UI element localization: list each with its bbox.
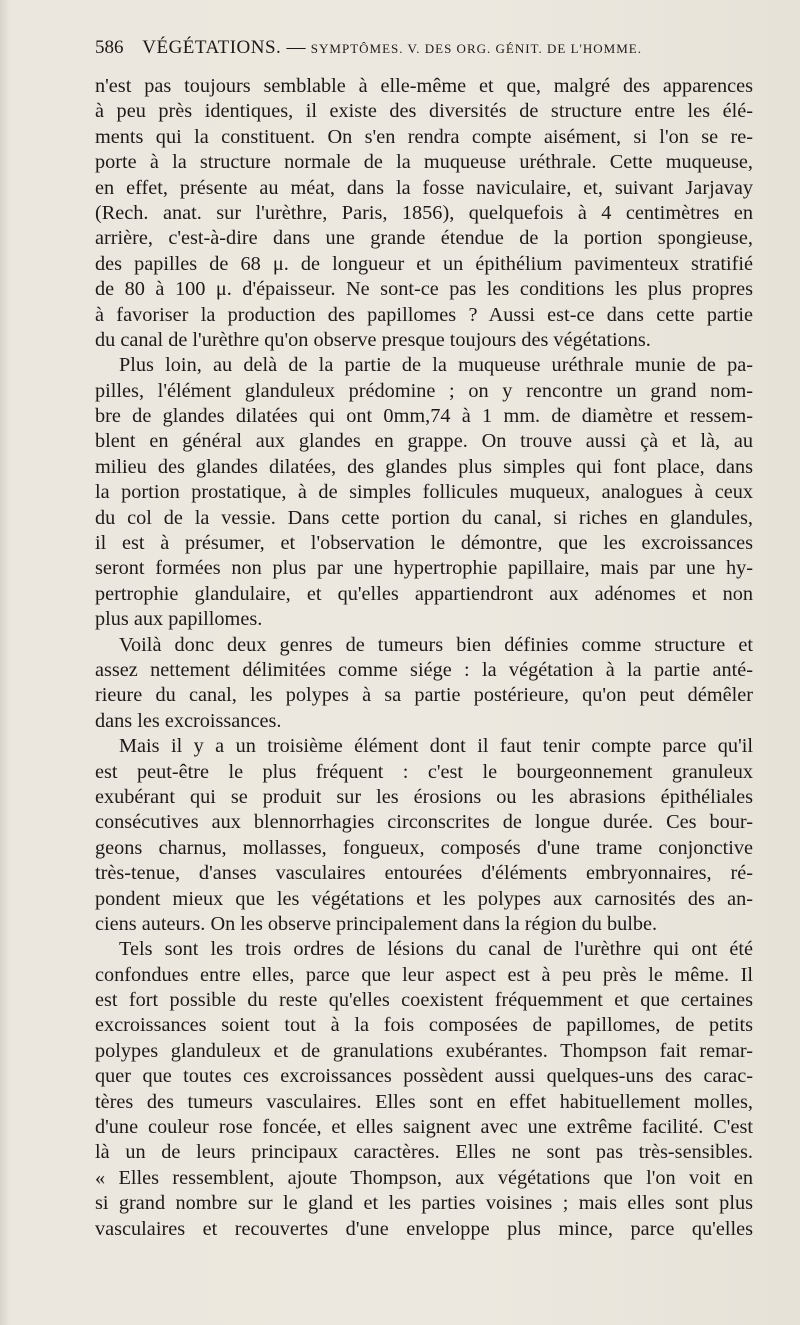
text-line: bre de glandes dilatées qui ont 0mm,74 à 1 mm. de diamètre et ressem- (95, 405, 753, 428)
text-line: très-tenue, d'anses vasculaires entourées d'éléments embryonnaires, ré- (95, 862, 753, 885)
text-line: rieure du canal, les polypes à sa partie postérieure, qu'on peut démêler (95, 684, 753, 707)
text-line: en effet, présente au méat, dans la fosse naviculaire, et, suivant Jarjavay (95, 176, 753, 199)
text-line: excroissances soient tout à la fois composées de papillomes, de petits (95, 1014, 753, 1037)
text-line: plus aux papillomes. (95, 608, 263, 631)
text-line: n'est pas toujours semblable à elle-même et que, malgré des apparences (95, 75, 753, 97)
text-line: si grand nombre sur le gland et les parties voisines ; mais elles sont plus (95, 1192, 753, 1215)
text-line: à favoriser la production des papillomes ? Aussi est-ce dans cette partie (95, 303, 753, 326)
text-line: il est à présumer, et l'observation le démontre, que les excroissances (95, 532, 753, 555)
text-line: de 80 à 100 μ. d'épaisseur. Ne sont-ce pas les conditions les plus propres (95, 278, 753, 301)
header-subtitle: SYMPTÔMES. V. DES ORG. GÉNIT. DE L'HOMME. (310, 41, 642, 56)
text-line: blent en général aux glandes en grappe. On trouve aussi çà et là, au (95, 430, 753, 453)
text-line: pertrophie glandulaire, et qu'elles appartiendront aux adénomes et non (95, 582, 753, 605)
text-line: dans les excroissances. (95, 709, 282, 732)
text-line: là un de leurs principaux caractères. Elles ne sont pas très-sensibles. (95, 1141, 753, 1164)
body-text (95, 74, 753, 1242)
text-line: polypes glanduleux et de granulations exubérantes. Thompson fait remar- (95, 1039, 753, 1062)
text-line: (Rech. anat. sur l'urèthre, Paris, 1856), quelquefois à 4 centimètres en (95, 201, 753, 224)
text-line: vasculaires et recouvertes d'une enveloppe plus mince, parce qu'elles (95, 1217, 753, 1240)
running-header (95, 36, 755, 61)
text-line: consécutives aux blennorrhagies circonscrites de longue durée. Ces bour- (95, 811, 753, 834)
text-line: du col de la vessie. Dans cette portion du canal, si riches en glandules, (95, 506, 753, 529)
text-line: la portion prostatique, à de simples follicules muqueux, analogues à ceux (95, 481, 753, 504)
text-line: à peu près identiques, il existe des diversités de structure entre les élé- (95, 100, 753, 123)
text-line: Tels sont les trois ordres de lésions du canal de l'urèthre qui ont été (119, 938, 753, 961)
text-line: du canal de l'urèthre qu'on observe presque toujours des végétations. (95, 328, 651, 351)
text-line: Voilà donc deux genres de tumeurs bien définies comme structure et (119, 633, 753, 656)
header-title: VÉGÉTATIONS. — (142, 37, 307, 58)
text-line: ciens auteurs. On les observe principalement dans la région du bulbe. (95, 912, 658, 935)
text-line: exubérant qui se produit sur les érosions ou les abrasions épithéliales (95, 785, 753, 808)
text-line: « Elles ressemblent, ajoute Thompson, aux végétations que l'on voit en (95, 1166, 753, 1189)
text-line: porte à la structure normale de la muqueuse uréthrale. Cette muqueuse, (95, 151, 753, 174)
text-line: quer que toutes ces excroissances possèdent aussi quelques-uns des carac- (95, 1065, 753, 1088)
text-line: arrière, c'est-à-dire dans une grande étendue de la portion spongieuse, (95, 227, 753, 250)
text-line: pondent mieux que les végétations et les polypes aux carnosités des an- (95, 887, 753, 910)
text-line: ments qui la constituent. On s'en rendra compte aisément, si l'on se re- (95, 125, 753, 148)
text-line: confondues entre elles, parce que leur aspect est à peu près le même. Il (95, 963, 753, 986)
text-line: assez nettement délimitées comme siége : la végétation à la partie anté- (95, 658, 753, 681)
text-line: Mais il y a un troisième élément dont il faut tenir compte parce qu'il (119, 735, 753, 758)
text-line: est fort possible du reste qu'elles coexistent fréquemment et que certaines (95, 989, 753, 1012)
text-line: pilles, l'élément glanduleux prédomine ; on y rencontre un grand nom- (95, 379, 753, 402)
text-line: milieu des glandes dilatées, des glandes plus simples qui font place, dans (95, 455, 753, 478)
text-line: des papilles de 68 μ. de longueur et un épithélium pavimenteux stratifié (95, 252, 753, 275)
text-line: tères des tumeurs vasculaires. Elles sont en effet habituellement molles, (95, 1090, 753, 1113)
text-line: est peut-être le plus fréquent : c'est le bourgeonnement granuleux (95, 760, 753, 783)
page-number: 586 (95, 37, 124, 58)
text-line: seront formées non plus par une hypertrophie papillaire, mais par une hy- (95, 557, 753, 580)
text-line: geons charnus, mollasses, fongueux, composés d'une trame conjonctive (95, 836, 753, 859)
text-line: d'une couleur rose foncée, et elles saignent avec une extrême facilité. C'est (95, 1116, 753, 1139)
text-line: Plus loin, au delà de la partie de la muqueuse uréthrale munie de pa- (119, 354, 753, 377)
